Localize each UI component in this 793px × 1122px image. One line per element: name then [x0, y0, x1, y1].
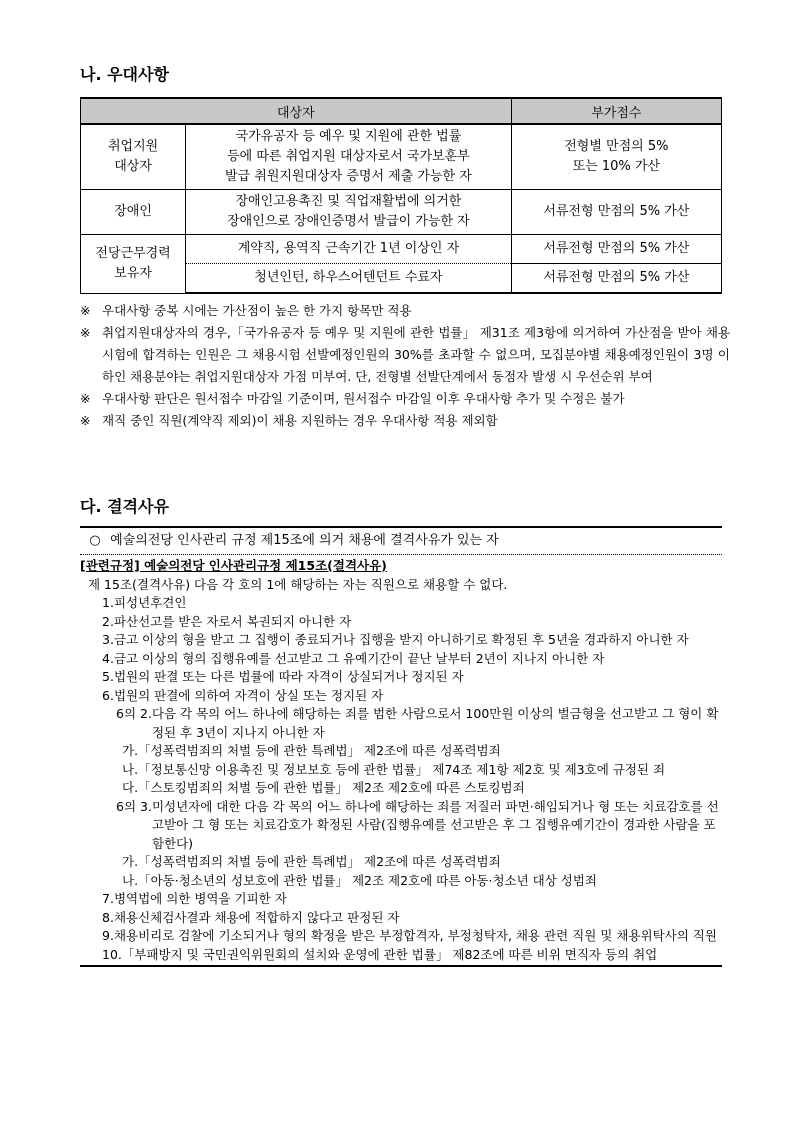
article-text: 제 15조(결격사유) 다음 각 호의 1에 해당하는 자는 직원으로 채용할 수 없다. [88, 576, 508, 592]
circle-bullet-icon: ○ [89, 533, 101, 548]
note-item: ※ 재직 중인 직원(계약직 제외)이 채용 지원하는 경우 우대사항 적용 제외함 [80, 413, 498, 428]
list-item [80, 872, 722, 891]
list-item-number: 8. [102, 909, 114, 925]
list-item-text: 다음 각 목의 어느 하나에 해당하는 죄를 범한 사람으로서 100만원 이상의 벌금형을 선고받고 그 형이 확정된 후 3년이 지나지 아니한 자 [151, 706, 719, 740]
section-title-preferences: 나. 우대사항 [80, 65, 169, 84]
list-item-text: 채용비리로 검찰에 기소되거나 형의 확정을 받은 부정합격자, 부정청탁자, 채용 관련 직원 및 채용위탁사의 직원 [113, 928, 717, 943]
note-item: ※ 취업지원대상자의 경우,「국가유공자 등 예우 및 지원에 관한 법률」 제31조 제3항에 의거하여 가산점을 받아 채용시험에 합격하는 인원은 그 채용시험 선발예정인원의 30%를 초과할 수 없으며, 모집분야별 채용예정인원이 3명 이하인 채용분야는 취업지원대상자 가점 미부여. 단, 전형별 선발단계에서 동점자 발생 시 우선순위 부여 [80, 325, 730, 384]
preferences-table [80, 97, 722, 294]
list-item-number: 1. [102, 595, 114, 610]
category-cell: 장애인 [81, 190, 186, 235]
list-item [80, 594, 722, 613]
list-item [80, 650, 722, 669]
list-item [80, 890, 722, 909]
points-cell: 서류전형 만점의 5% 가산 [511, 235, 721, 264]
list-item-number: 나. [122, 761, 139, 777]
category-cell: 전당근무경력 보유자 [81, 235, 186, 294]
list-item-number: 7. [102, 891, 114, 906]
list-item-text: 「아동·청소년의 성보호에 관한 법률」 제2조 제2호에 따른 아동·청소년 대상 성범죄 [138, 872, 598, 888]
list-item [80, 631, 722, 650]
list-item [80, 946, 722, 968]
list-item-text: 피성년후견인 [113, 595, 187, 610]
list-item-number: 6의 2. [116, 706, 152, 721]
list-item [80, 853, 722, 872]
table-row [81, 124, 722, 190]
list-item [80, 909, 722, 928]
list-item-text: 병역법에 의한 병역을 기피한 자 [113, 891, 287, 906]
preference-notes [80, 300, 730, 432]
table-row [81, 235, 722, 264]
list-item [80, 742, 722, 761]
list-item-text: 법원의 판결 또는 다른 법률에 따라 자격이 상실되거나 정지된 자 [113, 669, 464, 684]
points-cell: 서류전형 만점의 5% 가산 [511, 190, 721, 235]
list-item-number: 5. [102, 669, 114, 684]
note-item: ※ 우대사항 중복 시에는 가산점이 높은 한 가지 항목만 적용 [80, 303, 412, 318]
condition-text: 예술의전당 인사관리 규정 제15조에 의거 채용에 결격사유가 있는 자 [110, 533, 499, 548]
list-item-text: 채용신체검사결과 채용에 적합하지 않다고 판정된 자 [113, 909, 400, 925]
list-item-text: 「성폭력범죄의 처벌 등에 관한 특례법」 제2조에 따른 성폭력범죄 [138, 743, 501, 758]
list-item [80, 927, 722, 946]
disqualification-list [80, 594, 722, 967]
list-item-number: 가. [122, 743, 139, 758]
list-item-number: 2. [102, 613, 114, 629]
list-item-text: 「스토킹범죄의 처벌 등에 관한 법률」 제2조 제2호에 따른 스토킹범죄 [138, 780, 525, 795]
table-row [81, 190, 722, 235]
list-item-number: 나. [122, 872, 139, 888]
list-item [80, 779, 722, 798]
list-item-text: 미성년자에 대한 다음 각 목의 어느 하나에 해당하는 죄를 저질러 파면·해임되거나 형 또는 치료감호를 선고받아 그 형 또는 치료감호가 확정된 사람(집행유예를 선고받은 후 그 집행유예기간이 경과한 사람을 포함한다) [151, 798, 719, 851]
table-header-target: 대상자 [81, 98, 512, 124]
table-header-points: 부가점수 [511, 98, 721, 124]
list-item-number: 6. [102, 687, 114, 703]
description-cell: 국가유공자 등 예우 및 지원에 관한 법률 등에 따른 취업지원 대상자로서 국가보훈부 발급 취원지원대상자 증명서 제출 가능한 자 [186, 124, 512, 190]
description-cell: 계약직, 용역직 근속기간 1년 이상인 자 [186, 235, 512, 264]
list-item-number: 다. [122, 780, 139, 795]
list-item-text: 금고 이상의 형을 받고 그 집행이 종료되거나 집행을 받지 아니하기로 확정된 후 5년을 경과하지 아니한 자 [113, 632, 689, 647]
list-item-number: 6의 3. [116, 798, 152, 814]
list-item [80, 668, 722, 687]
list-item-text: 금고 이상의 형의 집행유예를 선고받고 그 유예기간이 끝난 날부터 2년이 지나지 아니한 자 [113, 650, 605, 666]
list-item-number: 4. [102, 650, 114, 666]
category-cell: 취업지원 대상자 [81, 124, 186, 190]
list-item-text: 「부패방지 및 국민권익위원회의 설치와 운영에 관한 법률」 제82조에 따른 비위 면직자 등의 취업 [121, 946, 658, 962]
regulation-heading: [관련규정] 예술의전당 인사관리규정 제15조(결격사유) [80, 558, 387, 573]
list-item [80, 687, 722, 706]
note-item: ※ 우대사항 판단은 원서접수 마감일 기준이며, 원서접수 마감일 이후 우대사항 추가 및 수정은 불가 [80, 391, 625, 406]
list-item [80, 798, 722, 854]
list-item-text: 파산선고를 받은 자로서 복권되지 아니한 자 [113, 613, 352, 629]
regulation-text [80, 557, 722, 967]
description-cell: 장애인고용촉진 및 직업재활법에 의거한 장애인으로 장애인증명서 발급이 가능한 자 [186, 190, 512, 235]
points-cell: 서류전형 만점의 5% 가산 [511, 264, 721, 294]
list-item-number: 가. [122, 854, 139, 869]
condition-box [80, 526, 722, 555]
list-item [80, 761, 722, 780]
list-item-number: 3. [102, 632, 114, 647]
list-item-text: 「성폭력범죄의 처벌 등에 관한 특례법」 제2조에 따른 성폭력범죄 [138, 854, 501, 869]
section-title-disqualifications: 다. 결격사유 [80, 497, 169, 516]
list-item-text: 법원의 판결에 의하여 자격이 상실 또는 정지된 자 [113, 687, 384, 703]
list-item [80, 705, 722, 742]
list-item-number: 10. [102, 946, 122, 962]
list-item [80, 613, 722, 632]
list-item-number: 9. [102, 928, 114, 943]
description-cell: 청년인턴, 하우스어텐던트 수료자 [186, 264, 512, 294]
points-cell: 전형별 만점의 5% 또는 10% 가산 [511, 124, 721, 190]
list-item-text: 「정보통신망 이용촉진 및 정보보호 등에 관한 법률」 제74조 제1항 제2호 및 제3호에 규정된 죄 [138, 761, 666, 777]
